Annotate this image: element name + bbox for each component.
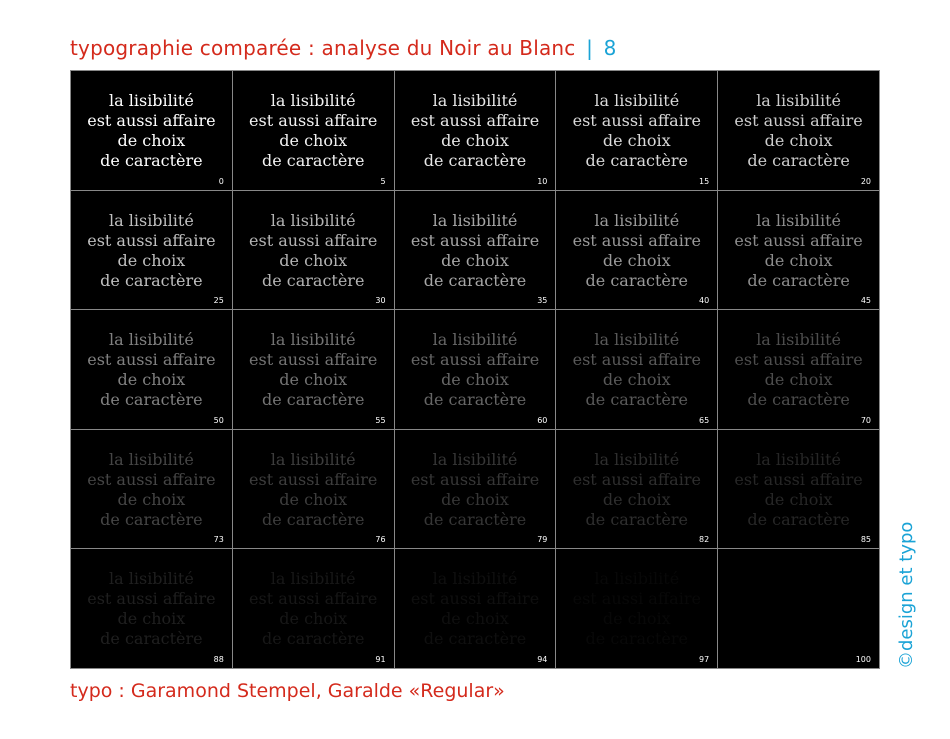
sample-line: la lisibilité — [594, 449, 680, 469]
gray-percentage-label: 45 — [860, 296, 871, 306]
sample-line: la lisibilité — [270, 330, 356, 350]
sample-text — [718, 450, 879, 530]
sample-line: de choix — [279, 489, 348, 509]
sample-text — [233, 450, 394, 530]
sample-cell — [71, 71, 233, 191]
sample-line: de caractère — [100, 151, 203, 170]
sample-cell — [718, 71, 880, 191]
sample-text — [233, 211, 394, 291]
gray-percentage-label: 60 — [537, 415, 548, 425]
sample-text — [718, 569, 879, 649]
sample-line: est aussi affaire — [249, 350, 378, 370]
sample-line: de caractère — [423, 390, 527, 410]
sample-line: de caractère — [261, 151, 365, 170]
sample-line: est aussi affaire — [87, 469, 216, 489]
sample-line: de choix — [764, 370, 833, 390]
sample-line: la lisibilité — [594, 330, 680, 350]
sample-text — [395, 211, 556, 291]
gray-percentage-label: 79 — [537, 535, 548, 545]
sample-line: est aussi affaire — [410, 469, 540, 489]
sample-line: la lisibilité — [756, 569, 841, 589]
sample-line: de caractère — [747, 629, 850, 649]
sample-line: de choix — [602, 370, 671, 390]
sample-line: de caractère — [747, 390, 850, 410]
gray-percentage-label: 76 — [375, 535, 386, 545]
sample-line: de choix — [602, 250, 671, 270]
sample-line: est aussi affaire — [410, 350, 540, 370]
gray-percentage-label: 70 — [860, 415, 871, 425]
sample-line: de choix — [441, 489, 509, 509]
sample-line: est aussi affaire — [572, 350, 701, 370]
sample-cell — [233, 191, 395, 311]
sample-text — [71, 450, 232, 530]
sample-cell — [395, 71, 557, 191]
sample-cell — [71, 191, 233, 311]
sample-cell — [556, 191, 718, 311]
gray-percentage-label: 25 — [213, 296, 224, 306]
sample-line: la lisibilité — [432, 569, 518, 589]
sample-line: la lisibilité — [270, 569, 356, 589]
sample-line: de caractère — [747, 151, 850, 170]
page-title — [70, 36, 617, 60]
sample-cell — [718, 310, 880, 430]
sample-line: est aussi affaire — [87, 350, 216, 370]
copyright-credit: ©design et typo — [896, 521, 917, 669]
sample-line: de caractère — [585, 390, 689, 410]
sample-text — [71, 569, 232, 649]
gray-percentage-label: 20 — [860, 176, 871, 186]
sample-line: est aussi affaire — [734, 350, 863, 370]
sample-cell — [395, 191, 557, 311]
sample-line: la lisibilité — [270, 449, 356, 469]
gray-percentage-label: 40 — [699, 296, 710, 306]
gray-percentage-label: 10 — [537, 176, 548, 186]
sample-line: la lisibilité — [594, 210, 680, 230]
sample-line: de caractère — [747, 270, 850, 290]
gray-percentage-label: 82 — [699, 535, 710, 545]
gray-percentage-label: 91 — [375, 654, 386, 664]
gray-percentage-label: 35 — [537, 296, 548, 306]
sample-line: la lisibilité — [594, 91, 680, 110]
sample-cell — [395, 430, 557, 550]
sample-line: est aussi affaire — [572, 469, 701, 489]
sample-text — [71, 91, 232, 171]
sample-line: est aussi affaire — [734, 589, 863, 609]
sample-line: de choix — [117, 609, 186, 629]
title-separator: | — [586, 36, 594, 60]
sample-text — [718, 211, 879, 291]
sample-line: la lisibilité — [756, 91, 841, 110]
sample-cell — [71, 549, 233, 669]
sample-line: de choix — [764, 250, 833, 270]
sample-line: de caractère — [747, 509, 850, 529]
sample-line: est aussi affaire — [249, 589, 378, 609]
sample-line: est aussi affaire — [249, 111, 378, 130]
sample-line: de choix — [117, 250, 186, 270]
sample-line: de caractère — [261, 629, 365, 649]
sample-line: la lisibilité — [109, 210, 194, 230]
sample-line: la lisibilité — [109, 569, 194, 589]
sample-text — [556, 450, 717, 530]
sample-line: de choix — [117, 131, 186, 150]
sample-line: de choix — [117, 370, 186, 390]
sample-line: est aussi affaire — [410, 589, 540, 609]
sample-line: la lisibilité — [109, 449, 194, 469]
sample-text — [395, 91, 556, 171]
sample-text — [233, 569, 394, 649]
sample-line: de caractère — [261, 390, 365, 410]
sample-cell — [395, 310, 557, 430]
sample-line: de caractère — [585, 270, 689, 290]
sample-line: la lisibilité — [756, 330, 841, 350]
sample-text — [233, 91, 394, 171]
sample-cell — [71, 310, 233, 430]
sample-line: la lisibilité — [432, 210, 518, 230]
sample-cell — [233, 430, 395, 550]
gray-percentage-label: 88 — [213, 654, 224, 664]
sample-line: est aussi affaire — [572, 589, 701, 609]
sample-line: de choix — [441, 370, 509, 390]
sample-line: la lisibilité — [432, 91, 518, 110]
sample-line: la lisibilité — [756, 449, 841, 469]
sample-cell — [556, 549, 718, 669]
gray-percentage-label: 0 — [218, 176, 224, 186]
sample-line: la lisibilité — [109, 91, 194, 110]
gray-percentage-label: 65 — [699, 415, 710, 425]
sample-line: de caractère — [100, 509, 203, 529]
sample-line: de choix — [441, 609, 509, 629]
sample-line: de choix — [602, 131, 671, 150]
sample-line: la lisibilité — [432, 449, 518, 469]
gray-percentage-label: 73 — [213, 535, 224, 545]
gray-percentage-label: 97 — [699, 654, 710, 664]
sample-line: de caractère — [100, 390, 203, 410]
sample-line: est aussi affaire — [734, 111, 863, 130]
sample-line: la lisibilité — [756, 210, 841, 230]
sample-cell — [556, 430, 718, 550]
sample-text — [556, 569, 717, 649]
sample-line: de caractère — [100, 270, 203, 290]
sample-line: de choix — [764, 609, 833, 629]
sample-line: est aussi affaire — [87, 230, 216, 250]
sample-line: la lisibilité — [432, 330, 518, 350]
sample-text — [395, 330, 556, 410]
sample-line: de caractère — [585, 151, 689, 170]
sample-text — [71, 211, 232, 291]
sample-line: de choix — [279, 370, 348, 390]
sample-line: la lisibilité — [270, 91, 356, 110]
sample-text — [718, 330, 879, 410]
sample-line: est aussi affaire — [734, 230, 863, 250]
sample-line: de caractère — [423, 270, 527, 290]
sample-cell — [718, 430, 880, 550]
sample-line: de caractère — [100, 629, 203, 649]
sample-line: de caractère — [585, 509, 689, 529]
gray-percentage-label: 5 — [380, 176, 386, 186]
sample-line: de choix — [117, 489, 186, 509]
gray-percentage-label: 55 — [375, 415, 386, 425]
sample-line: est aussi affaire — [249, 230, 378, 250]
sample-line: de choix — [279, 609, 348, 629]
sample-cell — [556, 71, 718, 191]
sample-text — [556, 211, 717, 291]
gray-percentage-label: 50 — [213, 415, 224, 425]
sample-line: est aussi affaire — [410, 230, 540, 250]
sample-cell — [233, 71, 395, 191]
sample-line: est aussi affaire — [410, 111, 540, 130]
sample-text — [395, 450, 556, 530]
page-number: 8 — [603, 36, 617, 60]
sample-text — [395, 569, 556, 649]
sample-line: de caractère — [261, 270, 365, 290]
sample-cell — [233, 310, 395, 430]
sample-line: de choix — [602, 609, 671, 629]
sample-line: la lisibilité — [109, 330, 194, 350]
sample-line: la lisibilité — [594, 569, 680, 589]
sample-cell — [395, 549, 557, 669]
gray-percentage-label: 15 — [699, 176, 710, 186]
sample-line: la lisibilité — [270, 210, 356, 230]
sample-line: de choix — [764, 489, 833, 509]
sample-line: de caractère — [423, 629, 527, 649]
sample-line: de caractère — [423, 509, 527, 529]
gray-percentage-label: 85 — [860, 535, 871, 545]
sample-cell — [556, 310, 718, 430]
gray-percentage-label: 100 — [855, 654, 871, 664]
sample-line: est aussi affaire — [87, 111, 216, 130]
sample-line: est aussi affaire — [572, 230, 701, 250]
sample-line: de choix — [764, 131, 833, 150]
sample-text — [718, 91, 879, 171]
sample-cell — [718, 549, 880, 669]
sample-line: de choix — [279, 131, 348, 150]
sample-line: de choix — [441, 131, 509, 150]
gray-percentage-label: 94 — [537, 654, 548, 664]
sample-line: de choix — [279, 250, 348, 270]
typeface-caption: typo : Garamond Stempel, Garalde «Regular» — [70, 680, 505, 702]
sample-line: de choix — [602, 489, 671, 509]
sample-line: est aussi affaire — [734, 469, 863, 489]
sample-line: est aussi affaire — [572, 111, 701, 130]
sample-cell — [233, 549, 395, 669]
sample-cell — [71, 430, 233, 550]
sample-line: de choix — [441, 250, 509, 270]
title-text: typographie comparée : analyse du Noir au Blanc — [70, 36, 576, 60]
sample-line: de caractère — [261, 509, 365, 529]
sample-line: est aussi affaire — [87, 589, 216, 609]
sample-text — [71, 330, 232, 410]
comparison-grid — [70, 70, 880, 669]
sample-text — [556, 330, 717, 410]
sample-line: de caractère — [423, 151, 527, 170]
sample-line: est aussi affaire — [249, 469, 378, 489]
sample-line: de caractère — [585, 629, 689, 649]
sample-text — [233, 330, 394, 410]
sample-text — [556, 91, 717, 171]
gray-percentage-label: 30 — [375, 296, 386, 306]
sample-cell — [718, 191, 880, 311]
